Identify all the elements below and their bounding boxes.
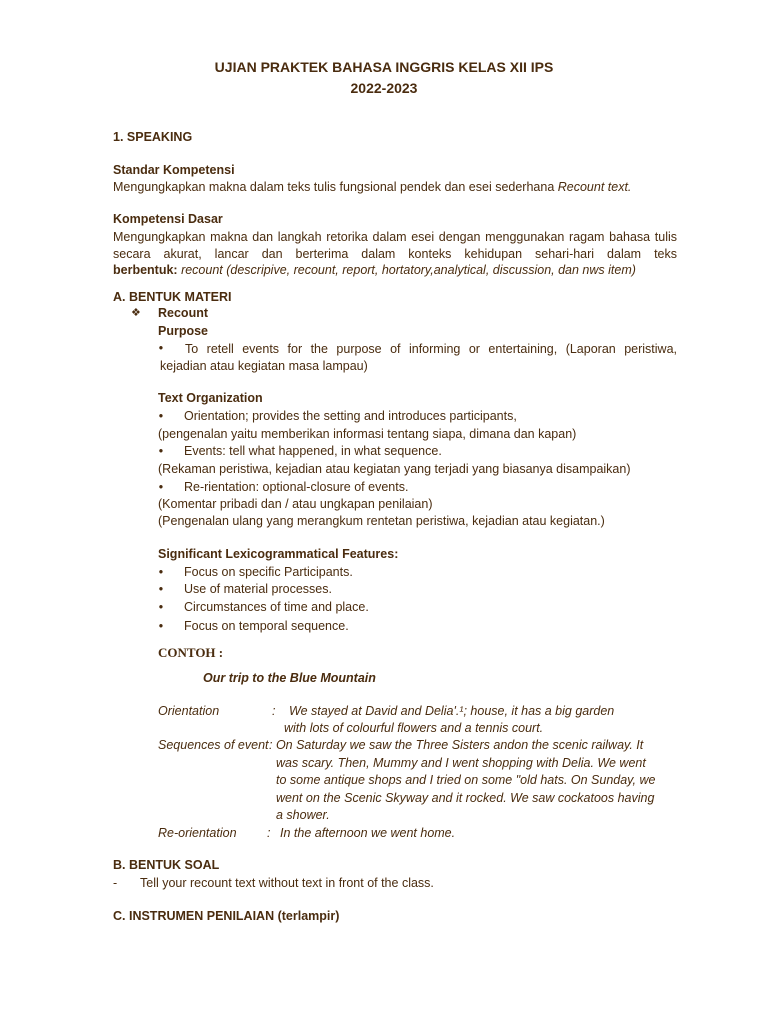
org-item-orientation: Orientation; provides the setting and introduces participants,	[184, 409, 517, 423]
purpose-line-1: To retell events for the purpose of informing or entertaining, (Laporan peristiwa,	[185, 342, 677, 356]
section-b-heading: B. BENTUK SOAL	[113, 858, 220, 872]
document-year: 2022-2023	[350, 80, 418, 96]
org-item-orientation-note: (pengenalan yaitu memberikan informasi tentang siapa, dimana dan kapan)	[158, 427, 577, 441]
events-line-3: to some antique shops and I tried on some "old hats. On Sunday, we	[276, 773, 656, 787]
org-item-events: Events: tell what happened, in what sequence.	[184, 444, 442, 458]
org-item-events-note: (Rekaman peristiwa, kejadian atau kegiatan yang terjadi yang biasanya disampaikan)	[158, 462, 631, 476]
reorientation-label: Re-orientation	[158, 826, 237, 840]
events-line-1: : On Saturday we saw the Three Sisters andon the scenic railway. It	[269, 738, 644, 752]
orientation-colon: :	[272, 704, 276, 718]
diamond-bullet-icon: ❖	[131, 307, 141, 319]
standar-kompetensi-text: Mengungkapkan makna dalam teks tulis fungsional pendek dan esei sederhana Recount text.	[113, 180, 632, 194]
bullet-icon: •	[158, 565, 164, 579]
purpose-heading: Purpose	[158, 324, 209, 338]
bullet-icon: •	[158, 582, 164, 596]
bullet-icon: •	[158, 409, 164, 423]
orientation-label: Orientation	[158, 704, 220, 718]
bullet-icon: •	[158, 480, 164, 494]
document-title: UJIAN PRAKTEK BAHASA INGGRIS KELAS XII IPS	[214, 59, 554, 75]
text-organization-heading: Text Organization	[158, 391, 263, 405]
org-item-reorientation-note-2: (Pengenalan ulang yang merangkum rentetan peristiwa, kejadian atau kegiatan.)	[158, 514, 605, 528]
events-line-4: went on the Scenic Skyway and it rocked. We saw cockatoos having	[276, 791, 655, 805]
purpose-line-2: kejadian atau kegiatan masa lampau)	[160, 359, 368, 373]
recount-heading: Recount	[158, 306, 208, 320]
contoh-label: CONTOH :	[158, 645, 224, 660]
org-item-reorientation-note-1: (Komentar pribadi dan / atau ungkapan penilaian)	[158, 497, 433, 511]
org-item-reorientation: Re-rientation: optional-closure of events.	[184, 480, 409, 494]
bentuk-soal-item: Tell your recount text without text in front of the class.	[140, 876, 434, 890]
bullet-icon: •	[158, 600, 164, 614]
kompetensi-dasar-line-3: berbentuk: recount (descripive, recount, report, hortatory,analytical, discussion, dan nws item)	[113, 263, 636, 277]
reorientation-colon: :	[267, 826, 271, 840]
lexicogrammatical-heading: Significant Lexicogrammatical Features:	[158, 547, 399, 561]
sequences-of-event-label: Sequences of event	[158, 738, 269, 752]
section-c-heading: C. INSTRUMEN PENILAIAN (terlampir)	[113, 909, 340, 923]
feature-item: Use of material processes.	[184, 582, 332, 596]
standar-kompetensi-heading: Standar Kompetensi	[113, 163, 235, 177]
feature-item: Focus on temporal sequence.	[184, 619, 349, 633]
feature-item: Circumstances of time and place.	[184, 600, 369, 614]
orientation-line-1: We stayed at David and Delia'.¹; house, it has a big garden	[289, 704, 615, 718]
events-line-2: was scary. Then, Mummy and I went shopping with Delia. We went	[276, 756, 646, 770]
kompetensi-dasar-line-2: secara akurat, lancar dan berterima dalam konteks kehidupan sehari-hari dalam teks	[113, 247, 677, 261]
example-title: Our trip to the Blue Mountain	[203, 671, 376, 685]
bullet-icon: •	[158, 619, 164, 633]
kompetensi-dasar-line-1: Mengungkapkan makna dan langkah retorika dalam esei dengan menggunakan ragam bahasa tulis	[113, 230, 677, 244]
reorientation-text: In the afternoon we went home.	[280, 826, 456, 840]
section-speaking-heading: 1. SPEAKING	[113, 130, 193, 144]
dash-bullet: -	[113, 876, 118, 890]
events-line-5: a shower.	[276, 808, 330, 822]
feature-item: Focus on specific Participants.	[184, 565, 353, 579]
bullet-icon: •	[158, 341, 164, 355]
section-a-heading: A. BENTUK MATERI	[113, 290, 232, 304]
kompetensi-dasar-heading: Kompetensi Dasar	[113, 212, 223, 226]
orientation-line-2: with lots of colourful flowers and a tennis court.	[284, 721, 544, 735]
bullet-icon: •	[158, 444, 164, 458]
